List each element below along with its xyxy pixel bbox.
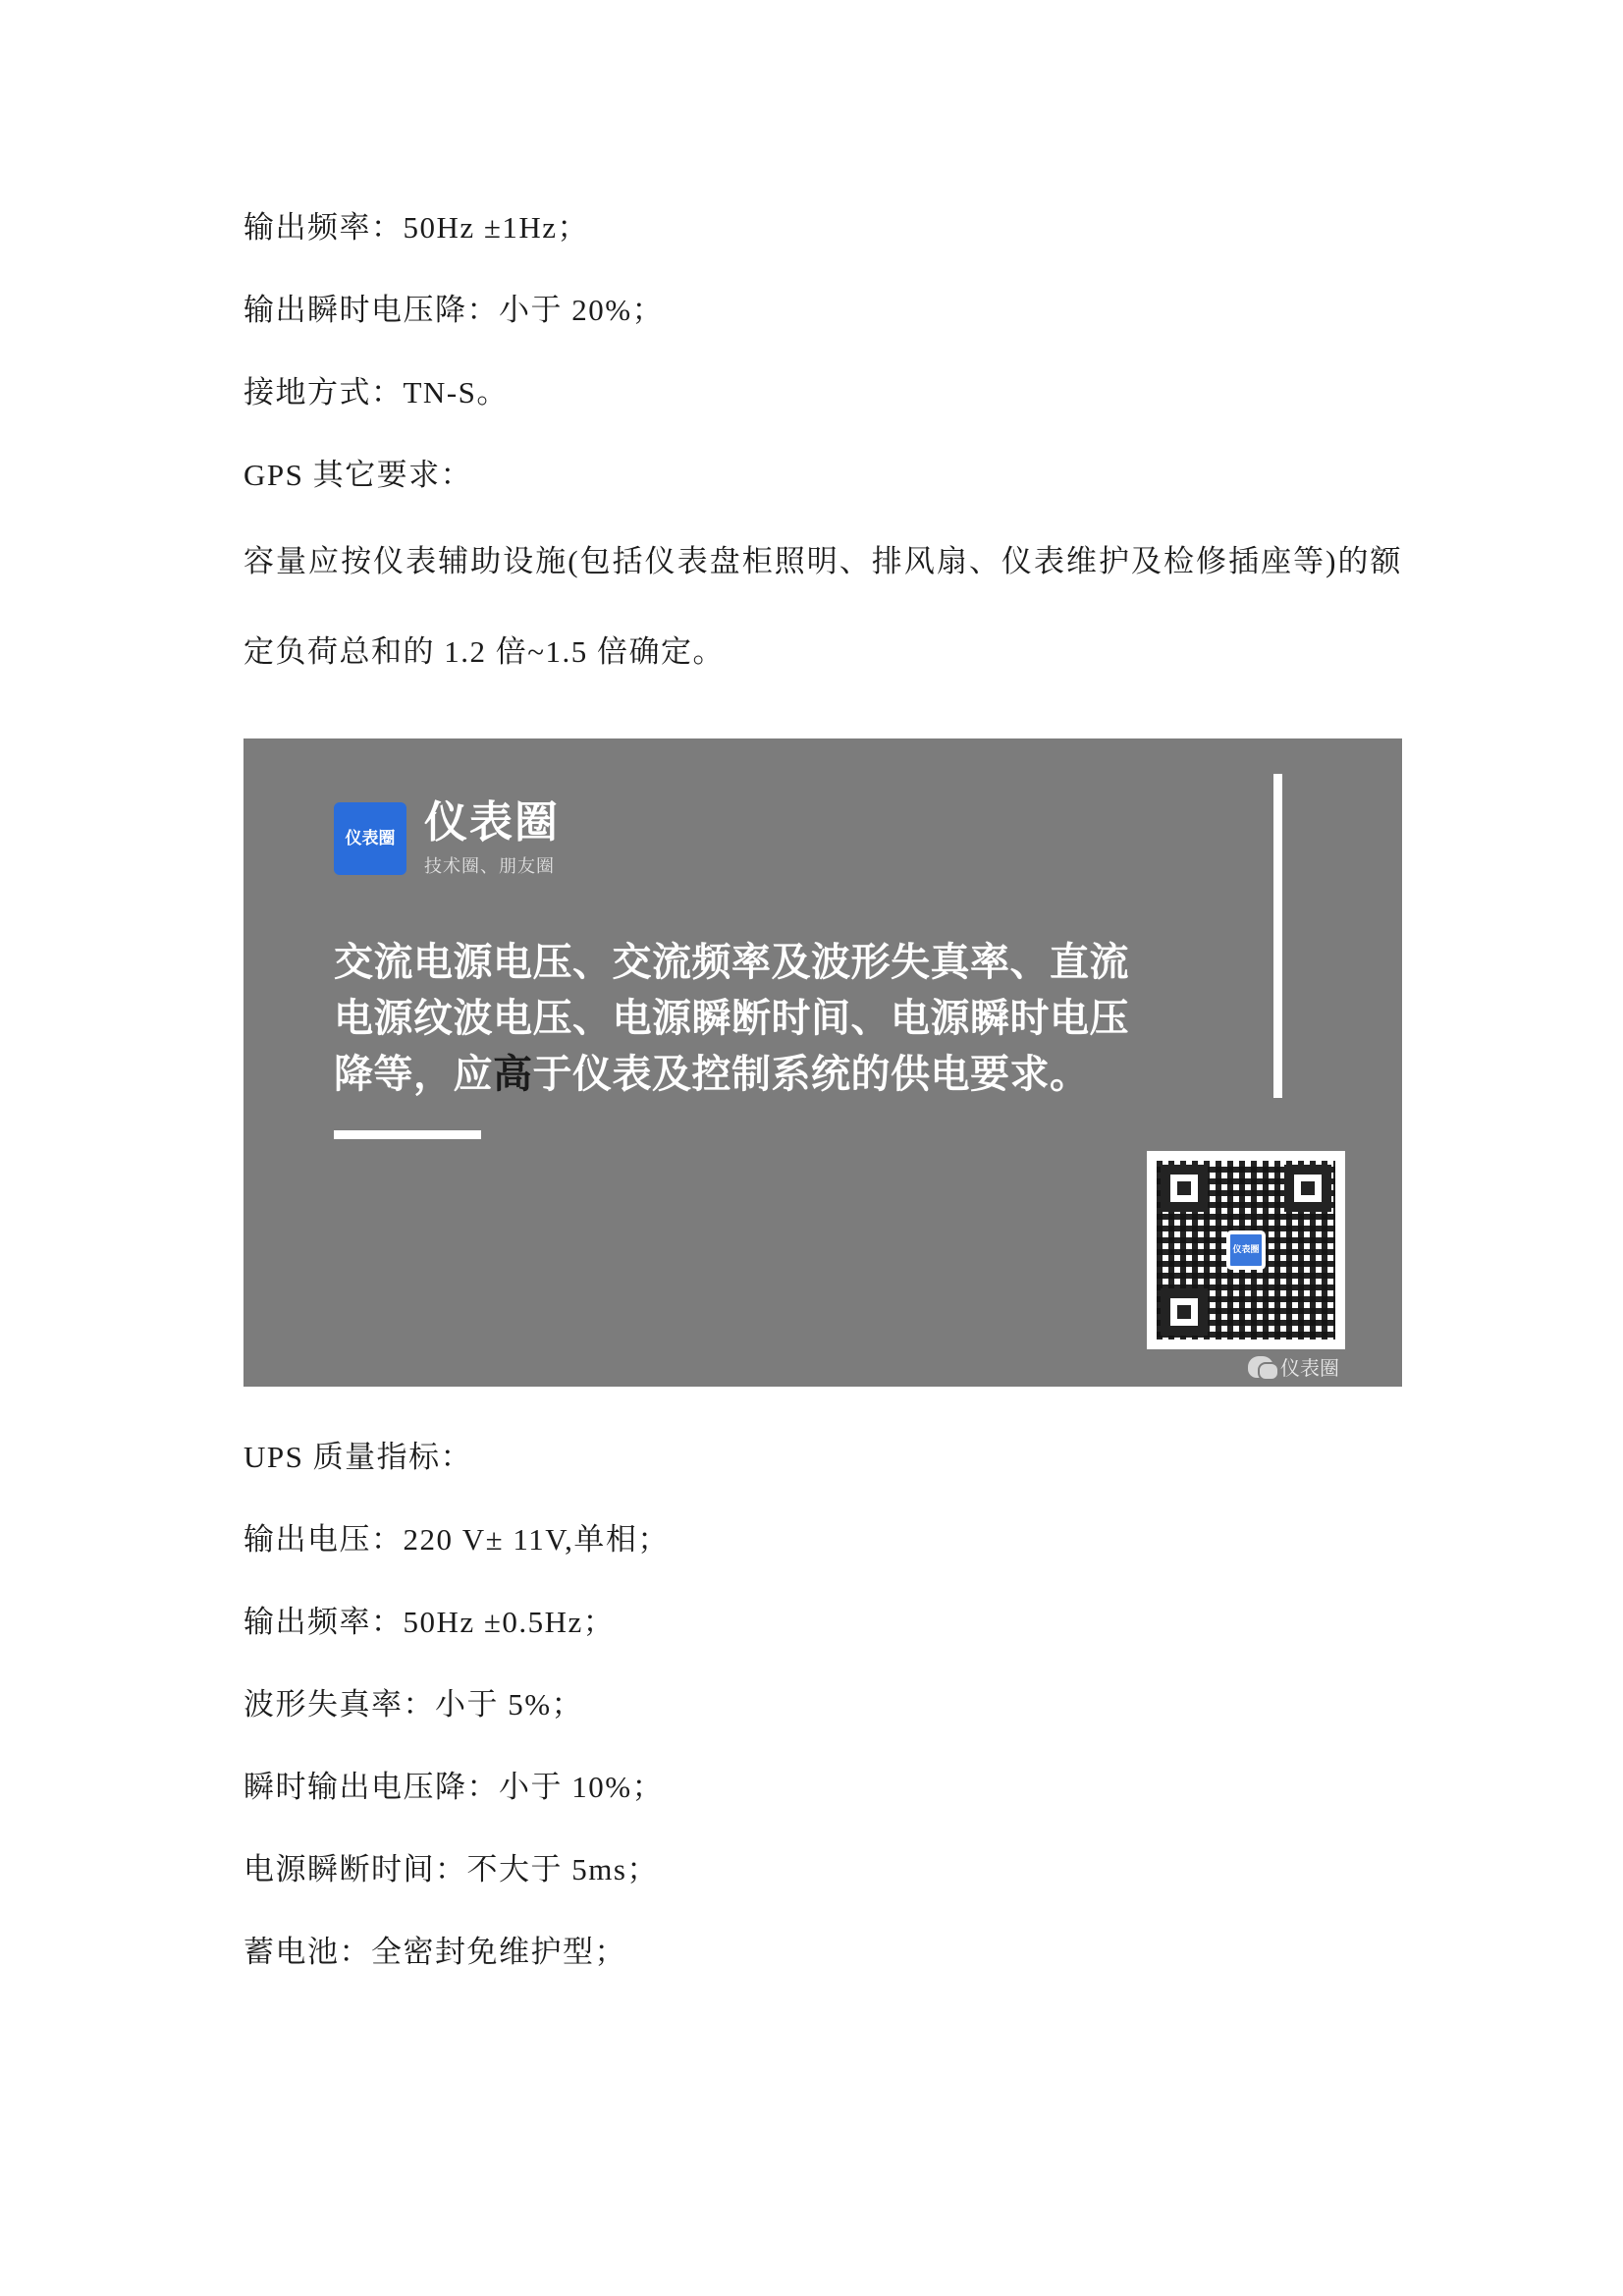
paragraph-gps-other-requirements: GPS 其它要求： [243, 458, 473, 492]
qr-finder-top-right [1284, 1165, 1331, 1212]
qr-center-logo-icon: 仪表圈 [1226, 1230, 1266, 1270]
qr-pattern [1157, 1161, 1335, 1339]
document-body [243, 187, 1402, 1994]
brand-subtitle: 技术圈、朋友圈 [424, 856, 555, 877]
paragraph-ups-power-interruption-time: 电源瞬断时间：不大于 5ms； [243, 1852, 659, 1886]
promo-image [243, 738, 1402, 1387]
promo-headline [334, 935, 1159, 1102]
qr-finder-top-left [1161, 1165, 1208, 1212]
vertical-bar-decoration [1273, 774, 1282, 1098]
headline-part-2: 于仪表及控制系统的供电要求。 [532, 1052, 1090, 1096]
paragraph-capacity-requirement: 容量应按仪表辅助设施(包括仪表盘柜照明、排风扇、仪表维护及检修插座等)的额定负荷总和的 1.2 倍~1.5 倍确定。 [243, 544, 1402, 669]
qr-code [1147, 1151, 1345, 1349]
brand-logo-icon: 仪表圈 [334, 802, 406, 875]
brand-name: 仪表圈 [424, 798, 560, 847]
headline-part-1: 交流电源电压、交流频率及波形失真率、直流电源纹波电压、电源瞬断时间、电源瞬时电压降等，应 [334, 941, 1129, 1096]
wechat-account-label: 仪表圈 [1280, 1358, 1339, 1380]
brand-text-group [424, 799, 560, 878]
paragraph-ups-output-voltage: 输出电压：220 V± 11V,单相； [243, 1522, 670, 1557]
paragraph-transient-voltage-drop: 输出瞬时电压降：小于 20%； [243, 293, 665, 327]
headline-highlight: 高 [493, 1052, 533, 1096]
paragraph-grounding-method: 接地方式：TN-S。 [243, 375, 509, 410]
paragraph-output-frequency: 输出频率：50Hz ±1Hz； [243, 210, 590, 245]
paragraph-ups-waveform-distortion: 波形失真率：小于 5%； [243, 1687, 584, 1722]
headline-underline-decoration [334, 1130, 481, 1139]
promo-brand [334, 799, 1343, 878]
paragraph-ups-battery: 蓄电池：全密封免维护型； [243, 1935, 626, 1969]
paragraph-ups-output-frequency: 输出频率：50Hz ±0.5Hz； [243, 1605, 616, 1639]
paragraph-ups-quality-title: UPS 质量指标： [243, 1440, 473, 1474]
qr-finder-bottom-left [1161, 1288, 1208, 1336]
paragraph-ups-transient-output-drop: 瞬时输出电压降：小于 10%； [243, 1770, 665, 1804]
wechat-icon [1248, 1356, 1273, 1378]
wechat-account-tag [1248, 1352, 1339, 1381]
